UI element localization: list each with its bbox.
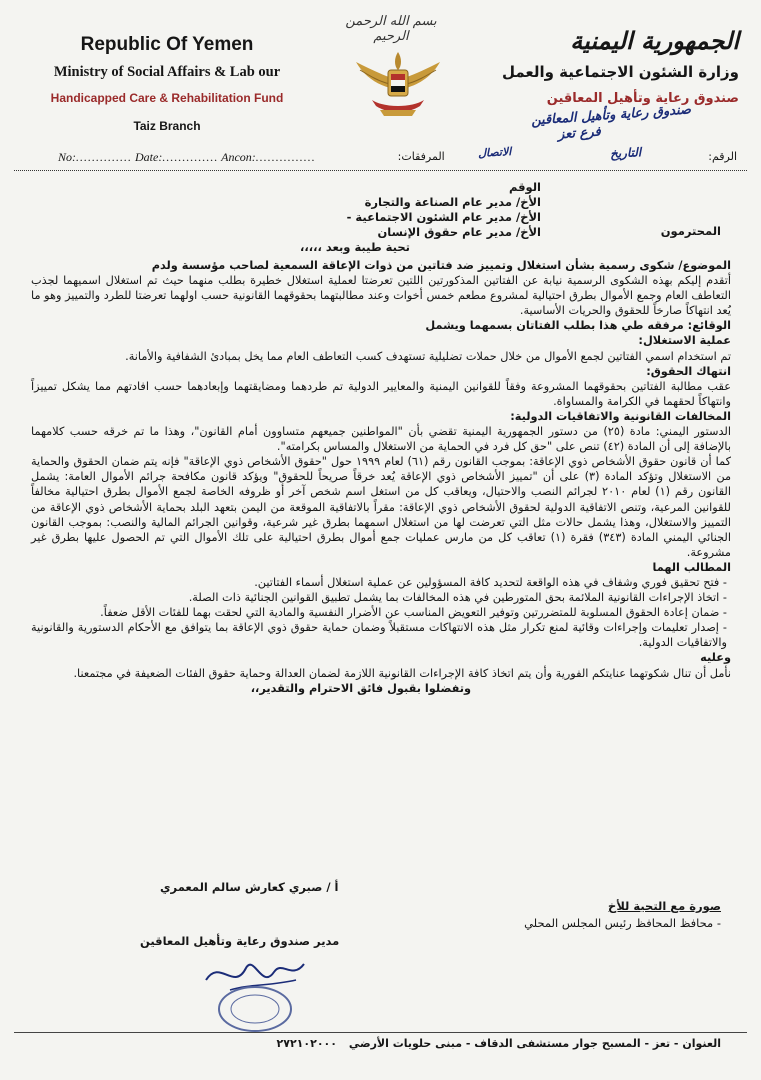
recipient-line: الأخ/ مدير عام حقوق الإنسان	[377, 225, 541, 239]
signatory-name: أ / صبري كعارش سالم المعمري	[160, 880, 339, 894]
date-stamp: التاريخ	[609, 145, 642, 161]
regards-line: وتفضلوا بقبول فائق الاحترام والتقدير،،	[250, 681, 471, 695]
legal-paragraph-constitution: الدستور اليمني: مادة (٢٥) من دستور الجمهورية اليمنية تقضي بأن "المواطنين جميعهم متساوون أمام القانون"، وهذا ما تم خرقه حسب كلامهما بالإضافة إلى أن المادة (٤٢) تنص على "حق كل فرد في الحماية من الاستغلال والمساس بكرامته".	[31, 425, 731, 454]
ar-country: الجمهورية اليمنية	[570, 26, 739, 55]
exploitation-paragraph: تم استخدام اسمي الفتاتين لجمع الأموال من خلال حملات تضليلية تستهدف كسب التعاطف العام مما يخل بمبادئ الشفافية والأمانة.	[125, 349, 731, 363]
demands-heading: المطالب الهما	[652, 560, 731, 574]
legal-paragraph-laws: كما أن قانون حقوق الأشخاص ذوي الإعاقة: بموجب القانون رقم (٦١) لعام ١٩٩٩ حول "حقوق الأشخاص ذوي الإعاقة" فإنه يتم ضمان الحقوق والحماية من الاستغلال وتؤكد المادة (٣) على أن "تمييز الأشخاص ذوي الإعاقة يُعد خرقاً صريحاً للحقوق" ويؤكد قانون مكافحة جرائم الأموال العامة: يشمل القانون رقم (١) لعام ٢٠١٠ لجرائم النصب والاحتيال، ويعاقب كل من استغل اسم شخص آخر أو ظروفه الخاصة لجمع الأموال بطرق احتيالية مخالفاً للقوانين المرعية، وتنص الاتفاقية الدولية لحقوق الأشخاص ذوي الإعاقة: مقراً بالاتفاقية الموقعة من اليمن بتعهد البلد بحماية الأشخاص ذوي الإعاقة من التمييز والاستغلال، وهذا يشمل حالات مثل التي تعرضت لها من استغلال اسمهما بطرق غير شرعية، وقوانين الجرائم المالية والنصب: بموجب القانون الجنائي اليمني المادة (٣٤٣) فقرة (١) تعاقب كل من مارس عمليات جمع أموال بطرق احتيالية على تلك الأموال التي تم الحصول عليها بطرق غير مشروعة.	[31, 455, 732, 559]
branch-stamp: فرع تعز	[557, 124, 602, 143]
closing-heading: وعليه	[700, 651, 731, 665]
salutation-respected: المحترمون	[660, 224, 721, 238]
copies-line: - محافظ المحافظ رئيس المجلس المحلي	[524, 916, 721, 930]
reference-line: No:.............. Date:.............. Ancon:...............	[58, 150, 316, 164]
recipient-line: الأخ/ مدير عام الشئون الاجتماعية -	[346, 210, 541, 224]
fund-stamp: صندوق رعاية وتأهيل المعاقين	[530, 102, 692, 129]
header-rule	[14, 170, 747, 171]
ar-number-label: الرقم:	[708, 150, 737, 163]
demand-item: - ضمان إعادة الحقوق المسلوبة للمتضررتين وتوفير التعويض المناسب عن الأضرار النفسية والمادية التي لحقت بهما للفئات الأقل ضعفاً.	[100, 606, 727, 620]
en-fund: Handicapped Care & Rehabilitation Fund	[50, 91, 284, 105]
rights-paragraph: عقب مطالبة الفتاتين بحقوقهما المشروعة وفقاً للقوانين اليمنية والمعايير الدولية تم طردهما ومضايقتهما وإبعادهما حسب افادتهم مما يشكل تمييزاً وانتهاكاً لحقهما في الكرامة والمساواة.	[31, 379, 731, 408]
en-country: Republic Of Yemen	[80, 34, 254, 55]
en-ministry: Ministry of Social Affairs & Lab our	[53, 64, 281, 80]
recipient-line: الأخ/ مدير عام الصناعة والتجارة	[364, 195, 541, 209]
arabic-letterhead	[489, 26, 739, 110]
rep-stamp: الاتصال	[477, 145, 512, 160]
intro-paragraph: أتقدم إليكم بهذه الشكوى الرسمية نيابة عن الفتاتين المذكورتين اللتين تعرضتا لعملية استغلال خطيرة بطلب منهما حيث تم استغلال اسميهما لجذب التعاطف العام وجمع الأموال بطرق احتيالية لمشروع مطعم خمس أخوات وعند مطالبتهما بحقوقهما القانونية حسب اولهما تعرضتا للطرد والتمييز وهو ما يُعد انتهاكاً صارخاً للحقوق والحريات الأساسية.	[31, 274, 731, 318]
recipients-block	[347, 180, 541, 240]
signatory-title: مدير صندوق رعاية وتأهيل المعاقين	[140, 934, 340, 948]
copies-block	[524, 898, 721, 932]
facts-line: الوقائع: مرفقه طي هذا بطلب الفتاتان بسمهما ويشمل	[425, 319, 731, 333]
english-letterhead	[22, 34, 312, 133]
demand-item: - اتخاذ الإجراءات القانونية الملائمة بحق المتورطين في هذه المخالفات بما يشمل تطبيق القوانين الجنائية ذات الصلة.	[188, 591, 727, 605]
rights-heading: انتهاك الحقوق:	[646, 364, 731, 378]
no-label: No:	[58, 150, 76, 164]
exploitation-heading: عملية الاستغلال:	[638, 334, 731, 348]
ar-attachments-label: المرفقات:	[397, 150, 445, 163]
basmala: بسم الله الرحمن الرحيم	[345, 14, 437, 44]
official-seal-icon	[215, 985, 295, 1033]
salutation-greeting: تحية طيبة وبعد ،،،،،	[300, 240, 410, 254]
closing-paragraph: نأمل أن تنال شكوتهما عنايتكم الفورية وأن يتم اتخاذ كافة الإجراءات القانونية اللازمة لضمان العدالة وحماية حقوق الفئات الضعيفة في مجتمعنا.	[73, 666, 731, 680]
footer-address: العنوان - تعز - المسبح جوار مستشفى الدقاف - مبنى حلويات الأرضي	[348, 1037, 721, 1050]
demand-item: - فتح تحقيق فوري وشفاف في هذه الواقعة لتحديد كافة المسؤولين عن عملية استغلال أسماء الفتاتين.	[254, 575, 727, 589]
ancon-label: Ancon:	[221, 150, 256, 164]
demand-item: - إصدار تعليمات وإجراءات وقائية لمنع تكرار مثل هذه الانتهاكات مستقبلاً وضمان حماية حقوق ذوي الإعاقة بما يتوافق مع الأحكام الدستورية والقانونية والاتفاقيات الدولية.	[31, 621, 727, 650]
ar-ministry: وزارة الشئون الاجتماعية والعمل	[501, 63, 739, 81]
date-label: Date:	[135, 150, 163, 164]
ar-fund: صندوق رعاية وتأهيل المعاقين	[546, 91, 739, 106]
letter-body	[31, 258, 731, 696]
ar-reference-line	[398, 150, 737, 163]
subject-line: الموضوع/ شكوى رسمية بشأن استغلال وتمييز ضد فتاتين من ذوات الإعاقة السمعية لصاحب مؤسسة ولدم	[151, 259, 731, 272]
yemen-eagle-emblem-icon	[350, 44, 446, 124]
recipient-line: الوقم	[508, 180, 541, 194]
copies-title: صورة مع التحية للأخ	[608, 899, 721, 913]
footer-phone: ٢٧٢١٠٢٠٠٠	[276, 1037, 337, 1050]
footer-rule	[14, 1032, 747, 1033]
footer-address-line	[277, 1037, 721, 1050]
legal-heading: المخالفات القانونية والاتفاقيات الدولية:	[510, 409, 731, 423]
en-branch: Taiz Branch	[133, 119, 201, 133]
